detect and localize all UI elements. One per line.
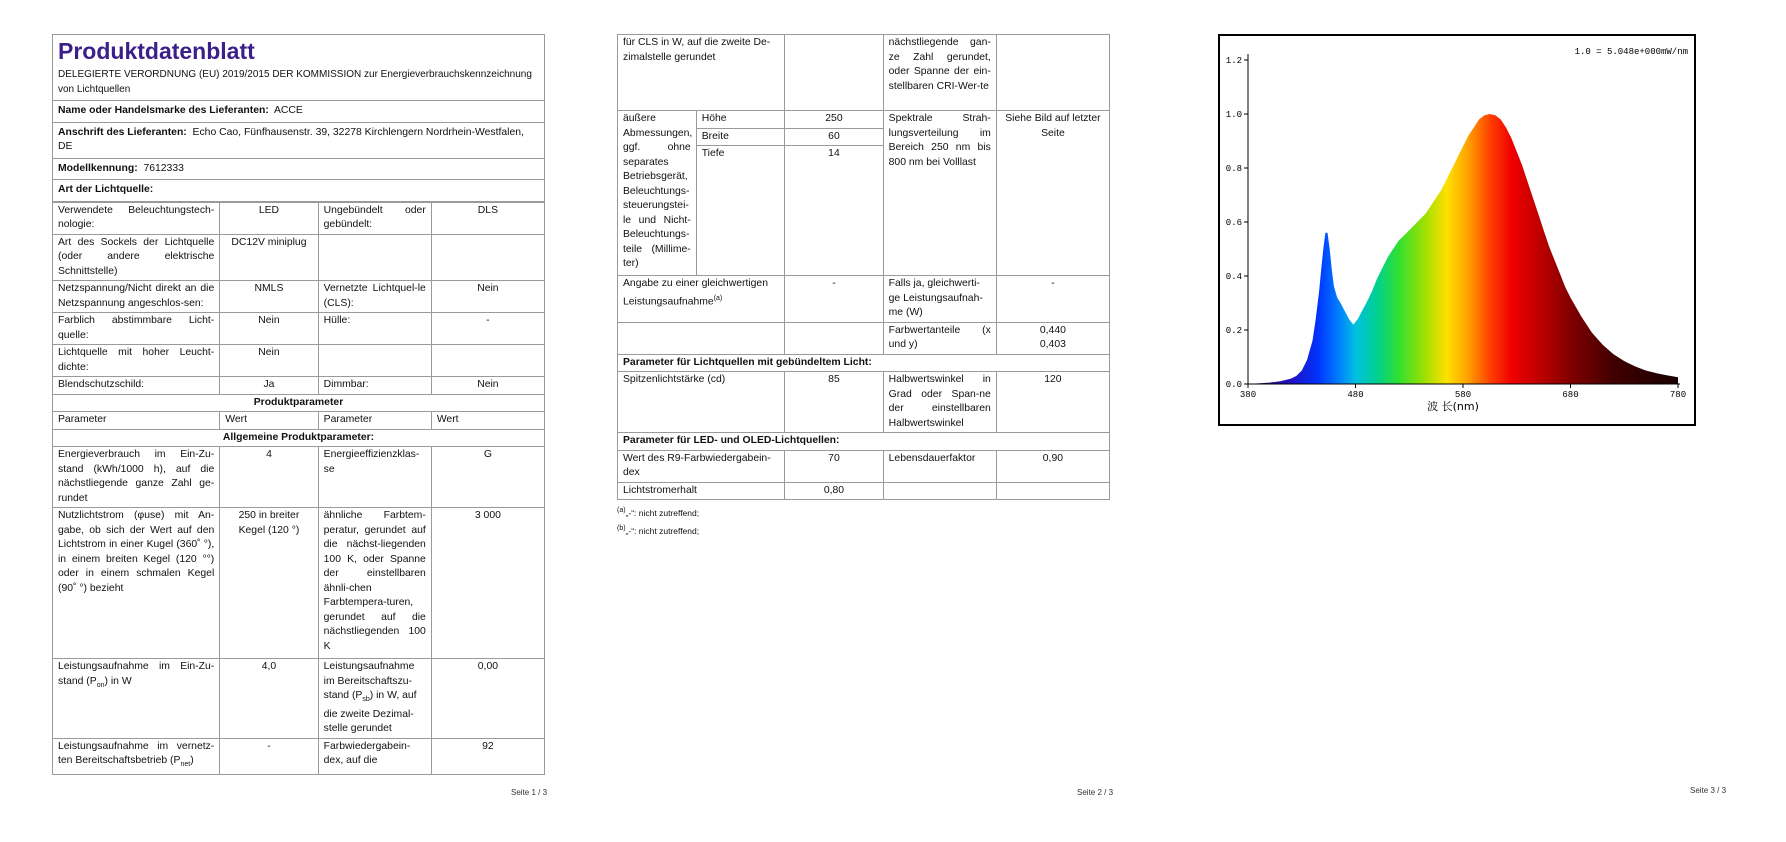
model-row (53, 158, 545, 180)
tech-row (53, 377, 545, 395)
tech-cell-c (318, 234, 431, 281)
general-cell-c: Energieeffizienzklas-se (318, 447, 431, 508)
doc-subtitle: DELEGIERTE VERORDNUNG (EU) 2019/2015 DER KOMMISSION zur Energieverbrauchskennzeichnung von Lichtquellen (58, 69, 532, 95)
tech-cell-b: Nein (220, 313, 318, 345)
dim-height-value: 250 (785, 111, 883, 129)
dims-label: äußere Abmessungen, ggf. ohne separates Betriebsgerät, Beleuchtungs-steuerungstei-le und Nicht-Beleuchtungs-teile (Millime-ter) (618, 111, 697, 276)
tech-cell-c: Dimmbar: (318, 377, 431, 395)
main-table-p1 (52, 202, 545, 775)
footer-page-3: Seite 3 / 3 (1690, 786, 1727, 795)
general-params-header: Allgemeine Produktparameter: (53, 429, 545, 447)
chroma-y: 0,403 (1039, 339, 1066, 350)
tech-row (53, 345, 545, 377)
y-tick-label: 1.0 (1225, 110, 1242, 120)
tech-cell-c: Vernetzte Lichtquel-le (CLS): (318, 281, 431, 313)
spectrum-chart (1218, 34, 1696, 426)
tech-cell-b: Ja (220, 377, 318, 395)
tech-cell-d: Nein (431, 281, 544, 313)
col-value-2: Wert (431, 412, 544, 430)
cls-row-value (785, 35, 883, 111)
cri-label: Farbwiedergabein-dex, auf die (318, 738, 431, 774)
y-tick-label: 0.0 (1225, 380, 1242, 390)
light-source-type: Art der Lichtquelle: (53, 180, 545, 202)
footnotes (617, 503, 1110, 539)
tech-cell-a: Art des Sockels der Lichtquelle (oder andere elektrische Schnittstelle) (53, 234, 220, 281)
chroma-values (996, 322, 1109, 354)
cls-row-label: für CLS in W, auf die zweite De-zimalstelle gerundet (618, 35, 785, 111)
equiv-label: Angabe zu einer gleichwertigen Leistungsaufnahme$^{(a)}$ (618, 276, 785, 323)
tech-cell-a: Netzspannung/Nicht direkt an die Netzspannung angeschlos-sen: (53, 281, 220, 313)
lumen-label: Lichtstromerhalt (618, 482, 785, 500)
supplier-address-label: Anschrift des Lieferanten: (58, 126, 187, 138)
pnet-value: - (220, 738, 318, 774)
x-tick-label: 380 (1239, 390, 1257, 400)
beam-label: Halbwertswinkel in Grad oder Span-ne der einstellbaren Halbwertswinkel (883, 372, 996, 433)
dim-height-label: Höhe (696, 111, 785, 129)
cri-continued-value (996, 35, 1109, 111)
equiv-value: - (785, 276, 883, 323)
supplier-name-label: Name oder Handelsmarke des Lieferanten: (58, 105, 269, 116)
tech-cell-d (431, 234, 544, 281)
ifyes-value: - (996, 276, 1109, 323)
page-2 (617, 34, 1110, 539)
chroma-label: Farbwertanteile (x und y) (883, 322, 996, 354)
col-param-1: Parameter (53, 412, 220, 430)
general-cell-d: G (431, 447, 544, 508)
peak-label: Spitzenlichtstärke (cd) (618, 372, 785, 433)
beam-value: 120 (996, 372, 1109, 433)
lumen-value: 0,80 (785, 482, 883, 500)
supplier-address-row (53, 122, 545, 158)
general-cell-a: Nutzlichtstrom (φuse) mit An-gabe, ob sich der Wert auf den Lichtstrom in einer Kugel (360˚ °), in einem breiten Kegel (120 °°) oder in einem schmalen Kegel (90˚ °) bezieht (53, 508, 220, 659)
x-tick-label: 580 (1454, 390, 1472, 400)
general-cell-b: 250 in breiter Kegel (120 °) (220, 508, 318, 659)
general-cell-d: 3 000 (431, 508, 544, 659)
dim-depth-label: Tiefe (696, 146, 785, 276)
model-label: Modellkennung: (58, 162, 138, 174)
x-tick-label: 680 (1562, 390, 1579, 400)
r9-value: 70 (785, 450, 883, 482)
x-tick-label: 780 (1669, 390, 1687, 400)
footnote-b: $^{(b)}$„-“: nicht zutreffend; (617, 524, 700, 536)
scale-annotation: 1.0 = 5.048e+000mW/nm (1574, 47, 1688, 57)
cri-value: 92 (431, 738, 544, 774)
title-cell (53, 35, 545, 101)
y-tick-label: 0.6 (1225, 218, 1242, 228)
model-value: 7612333 (143, 162, 184, 174)
tech-cell-c: Ungebündelt oder gebündelt: (318, 202, 431, 234)
survival-value: 0,90 (996, 450, 1109, 482)
footnote-a: $^{(a)}$„-“: nicht zutreffend; (617, 507, 700, 518)
main-table-p2 (617, 34, 1110, 500)
tech-cell-d: Nein (431, 377, 544, 395)
psb-label: Leistungsaufnahme im Bereitschaftszu-stand $(P_{sb})$ in W, auf die zweite Dezimal-stelle gerundet (318, 659, 431, 739)
y-tick-label: 0.2 (1225, 326, 1242, 336)
ifyes-label: Falls ja, gleichwerti-ge Leistungsaufnah-me (W) (883, 276, 996, 323)
cri-continued-label: nächstliegende gan-ze Zahl gerundet, oder Spanne der ein-stellbaren CRI-Wer-te (883, 35, 996, 111)
general-row (53, 447, 545, 508)
page-1 (52, 34, 545, 775)
general-cell-b: 4 (220, 447, 318, 508)
col-param-2: Parameter (318, 412, 431, 430)
dim-depth-value: 14 (785, 146, 883, 276)
doc-title: Produktdatenblatt (58, 38, 255, 64)
header-table (52, 34, 545, 202)
y-tick-label: 1.2 (1225, 56, 1242, 66)
tech-cell-a: Blendschutzschild: (53, 377, 220, 395)
pnet-label: Leistungsaufnahme im vernetz-ten Bereitschaftsbetrieb $(P_{net})$ (53, 738, 220, 774)
tech-cell-a: Lichtquelle mit hoher Leucht-dichte: (53, 345, 220, 377)
psb-value: 0,00 (431, 659, 544, 739)
tech-cell-d: DLS (431, 202, 544, 234)
tech-cell-d: - (431, 313, 544, 345)
y-tick-label: 0.8 (1225, 164, 1242, 174)
supplier-name-value: ACCE (273, 105, 303, 116)
general-cell-a: Energieverbrauch im Ein-Zu-stand (kWh/1000 h), auf die nächstliegende ganze Zahl ge-rundet (53, 447, 220, 508)
empty-cell-a (618, 322, 785, 354)
tech-row (53, 313, 545, 345)
supplier-address-value: Echo Cao, Fünfhausenstr. 39, 32278 Kirchlengern Nordrhein-Westfalen, DE (58, 126, 524, 152)
empty-cell-b (785, 322, 883, 354)
spectral-label: Spektrale Strah-lungsverteilung im Bereich 250 nm bis 800 nm bei Volllast (883, 111, 996, 276)
y-tick-label: 0.4 (1225, 272, 1242, 282)
x-tick-label: 480 (1347, 390, 1364, 400)
tech-cell-b: Nein (220, 345, 318, 377)
page-3 (1218, 34, 1696, 426)
tech-cell-b: LED (220, 202, 318, 234)
tech-cell-b: DC12V miniplug (220, 234, 318, 281)
tech-cell-c: Hülle: (318, 313, 431, 345)
tech-row (53, 202, 545, 234)
peak-value: 85 (785, 372, 883, 433)
empty-cell-d (996, 482, 1109, 500)
product-params-header: Produktparameter (53, 394, 545, 412)
spectral-value: Siehe Bild auf letzter Seite (996, 111, 1109, 276)
supplier-name-row (53, 101, 545, 123)
tech-cell-c (318, 345, 431, 377)
tech-cell-d (431, 345, 544, 377)
pon-value: 4,0 (220, 659, 318, 739)
directional-header: Parameter für Lichtquellen mit gebündeltem Licht: (618, 354, 1110, 372)
footer-page-2: Seite 2 / 3 (1077, 788, 1114, 797)
tech-cell-a: Verwendete Beleuchtungstech-nologie: (53, 202, 220, 234)
footer-page-1: Seite 1 / 3 (511, 788, 548, 797)
general-cell-c: ähnliche Farbtem-peratur, gerundet auf die nächst-liegenden 100 K, oder Spanne der einstellbaren ähnli-chen Farbtempera-turen, gerundet auf die nächstliegenden 100 K (318, 508, 431, 659)
led-header: Parameter für LED- und OLED-Lichtquellen: (618, 433, 1110, 451)
chroma-x: 0,440 (1039, 324, 1066, 336)
dim-width-value: 60 (785, 128, 883, 146)
general-row (53, 508, 545, 659)
tech-row (53, 234, 545, 281)
pon-label: Leistungsaufnahme im Ein-Zu-stand $(P_{on})$ in W (53, 659, 220, 739)
tech-cell-b: NMLS (220, 281, 318, 313)
survival-label: Lebensdauerfaktor (883, 450, 996, 482)
tech-cell-a: Farblich abstimmbare Licht-quelle: (53, 313, 220, 345)
r9-label: Wert des R9-Farbwiedergabein-dex (618, 450, 785, 482)
col-value-1: Wert (220, 412, 318, 430)
dim-width-label: Breite (696, 128, 785, 146)
empty-cell-c (883, 482, 996, 500)
x-axis-label: 波 长(nm) (1427, 400, 1479, 413)
tech-row (53, 281, 545, 313)
